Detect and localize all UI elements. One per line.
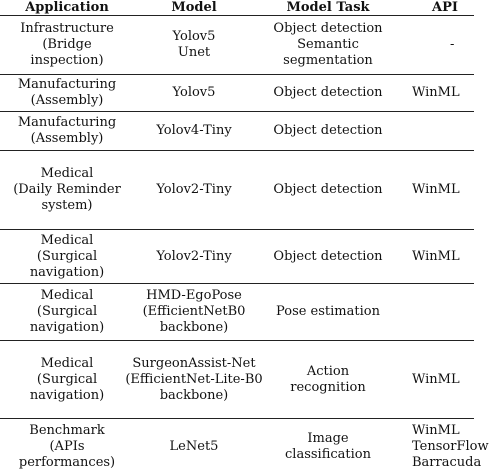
cell-line: Object detection [273,85,383,100]
cell-line: Object detection [273,123,383,138]
cell-application [0,230,134,283]
cell-line: - [450,37,455,52]
cell-line: (Daily Reminder [13,182,121,197]
cell-line: Object detection [273,21,383,36]
cell-application [0,151,134,229]
cell-model-task [256,284,400,340]
header-api: API [432,0,458,15]
cell-line: (APIs [49,438,85,454]
cell-model-task [256,151,400,229]
cell-line: WinML [412,85,460,100]
cell-line: SurgeonAssist-Net [132,355,256,371]
cell-line: Yolov5 [172,85,216,100]
cell-line: (EfficientNetB0 [142,304,246,319]
cell-line: Unet [177,45,211,60]
cell-line: Yolov2-Tiny [156,248,232,264]
cell-line: Yolov2-Tiny [156,182,232,197]
cell-model [134,112,254,150]
cell-line: (EfficientNet-Lite-B0 [125,371,263,387]
cell-line: Medical [40,232,94,248]
cell-model [125,341,263,418]
cell-line: Semantic [297,37,359,52]
cell-api [412,230,502,283]
cell-line: recognition [290,379,366,395]
cell-line: navigation) [29,264,105,280]
cell-line: WinML [412,371,460,387]
header-model: Model [171,0,217,15]
cell-model-task [256,16,400,74]
cell-line: Barracuda [412,454,482,470]
cell-model [134,230,254,283]
cell-line: navigation) [29,320,105,335]
cell-api [412,75,502,111]
cell-line: Action [306,363,350,379]
cell-model-task [256,230,400,283]
cell-line: Image [307,430,349,446]
header-application: Application [25,0,109,15]
cell-line: (Bridge [42,37,92,52]
cell-model-task [256,419,400,474]
cell-line: navigation) [29,387,105,403]
cell-line: Yolov4-Tiny [156,123,232,138]
cell-line: inspection) [30,53,104,68]
cell-line: (Assembly) [30,131,104,146]
cell-line: Medical [40,288,94,303]
cell-line: Object detection [273,182,383,197]
cell-line: WinML [412,182,460,197]
cell-line: (Assembly) [30,93,104,108]
cell-model-task [256,112,400,150]
cell-line: performances) [18,454,116,470]
cell-line: (Surgical [36,371,98,387]
cell-line: HMD-EgoPose [146,288,242,303]
cell-line: Medical [40,355,94,371]
cell-application [0,75,134,111]
cell-api [412,341,502,418]
cell-api [412,419,502,474]
cell-line: Pose estimation [276,304,380,319]
cell-line: Object detection [273,248,383,264]
cell-line: TensorFlow [412,438,489,454]
cell-model [134,151,254,229]
cell-line: Medical [40,166,94,181]
cell-model [134,284,254,340]
cell-line: LeNet5 [169,438,219,454]
cell-line: system) [41,198,93,213]
cell-line: WinML [412,248,460,264]
cell-line: classification [285,446,371,462]
cell-line: WinML [412,422,460,438]
cell-line: Manufacturing [17,77,117,92]
header-model-task: Model Task [286,0,370,15]
cell-model-task [256,75,400,111]
cell-application [0,419,134,474]
cell-api [412,112,502,150]
cell-line: backbone) [159,387,229,403]
cell-line: (Surgical [36,304,98,319]
cell-api [412,151,502,229]
cell-model [134,419,254,474]
cell-application [0,16,134,74]
cell-application [0,341,134,418]
cell-line: (Surgical [36,248,98,264]
cell-line: segmentation [283,53,373,68]
cell-model-task [256,341,400,418]
cell-application [0,112,134,150]
cell-line: Infrastructure [20,21,114,36]
cell-model [134,16,254,74]
cell-api [412,16,502,74]
cell-line: backbone) [159,320,229,335]
cell-application [0,284,134,340]
cell-model [134,75,254,111]
cell-line: Benchmark [29,422,105,438]
cell-api [412,284,502,340]
cell-line: Manufacturing [17,115,117,130]
cell-line: Yolov5 [172,29,216,44]
